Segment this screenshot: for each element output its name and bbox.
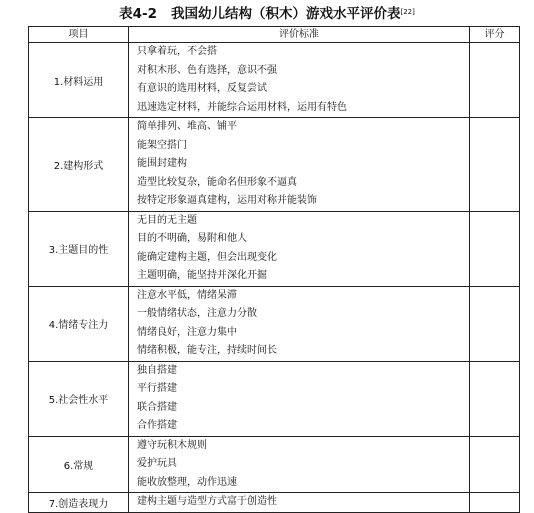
- table-row: [29, 43, 520, 118]
- table-row: [29, 493, 520, 513]
- table-body: [29, 43, 520, 513]
- criteria-line: 联合搭建: [137, 401, 177, 413]
- criteria-line: 一般情绪状态，注意力分散: [137, 308, 257, 319]
- criteria-line: 注意水平低，情绪呆滞: [137, 289, 237, 301]
- item-cell: 5.社会性水平: [29, 361, 129, 436]
- criteria-line: 有意识的选用材料，反复尝试: [137, 83, 267, 94]
- criteria-line: 按特定形象逼真建构，运用对称并能装饰: [137, 195, 317, 206]
- score-cell[interactable]: [470, 211, 520, 286]
- criteria-line: 能收放整理，动作迅速: [137, 476, 237, 488]
- table-row: [29, 361, 520, 436]
- criteria-line: 平行搭建: [137, 383, 177, 394]
- reference-marker: [22]: [400, 8, 415, 16]
- table-number: 表4-2: [119, 6, 157, 22]
- table-title-text: 我国幼儿结构（积木）游戏水平评价表: [171, 6, 401, 22]
- score-cell[interactable]: [470, 361, 520, 436]
- item-cell: 3.主题目的性: [29, 211, 129, 286]
- criteria-line: 建构主题与造型方式富于创造性: [137, 496, 277, 507]
- item-cell: 7.创造表现力: [29, 493, 129, 513]
- criteria-line: 造型比较复杂，能命名但形象不逼真: [137, 176, 297, 188]
- table-row: [29, 118, 520, 212]
- criteria-line: 只拿着玩，不会搭: [137, 46, 217, 57]
- criteria-line: 对积木形、色有选择，意识不强: [137, 64, 277, 76]
- criteria-cell: [129, 286, 470, 361]
- criteria-line: 主题明确，能坚持并深化开掘: [137, 270, 267, 281]
- item-cell: 2.建构形式: [29, 118, 129, 212]
- score-cell[interactable]: [470, 436, 520, 493]
- criteria-cell: [129, 118, 470, 212]
- evaluation-table: [28, 26, 520, 513]
- score-cell[interactable]: [470, 43, 520, 118]
- table-row: [29, 436, 520, 493]
- criteria-cell: [129, 493, 470, 513]
- criteria-line: 合作搭建: [137, 420, 177, 431]
- criteria-line: 迅速选定材料，并能综合运用材料，运用有特色: [137, 101, 347, 113]
- table-title: [0, 3, 534, 25]
- table-row: [29, 286, 520, 361]
- criteria-line: 能围封建构: [137, 158, 187, 169]
- criteria-cell: [129, 361, 470, 436]
- header-row: [29, 27, 520, 43]
- criteria-cell: [129, 436, 470, 493]
- score-cell[interactable]: [470, 493, 520, 513]
- header-item: 项目: [29, 27, 129, 43]
- criteria-line: 简单排列、堆高、铺平: [137, 121, 237, 132]
- header-score: 评分: [470, 27, 520, 43]
- criteria-line: 独自搭建: [137, 364, 177, 376]
- criteria-cell: [129, 211, 470, 286]
- criteria-line: 爱护玩具: [137, 458, 177, 469]
- criteria-line: 遵守玩积木规则: [137, 439, 207, 451]
- score-cell[interactable]: [470, 286, 520, 361]
- criteria-cell: [129, 43, 470, 118]
- table-row: [29, 211, 520, 286]
- item-cell: 1.材料运用: [29, 43, 129, 118]
- score-cell[interactable]: [470, 118, 520, 212]
- item-cell: 4.情绪专注力: [29, 286, 129, 361]
- header-criteria: 评价标准: [129, 27, 470, 43]
- criteria-line: 目的不明确，易附和他人: [137, 233, 247, 244]
- criteria-line: 能架空搭门: [137, 139, 187, 151]
- criteria-line: 无目的无主题: [137, 214, 197, 226]
- criteria-line: 能确定建构主题，但会出现变化: [137, 251, 277, 263]
- criteria-line: 情绪良好，注意力集中: [137, 326, 237, 338]
- criteria-line: 情绪积极，能专注，持续时间长: [137, 345, 277, 356]
- item-cell: 6.常规: [29, 436, 129, 493]
